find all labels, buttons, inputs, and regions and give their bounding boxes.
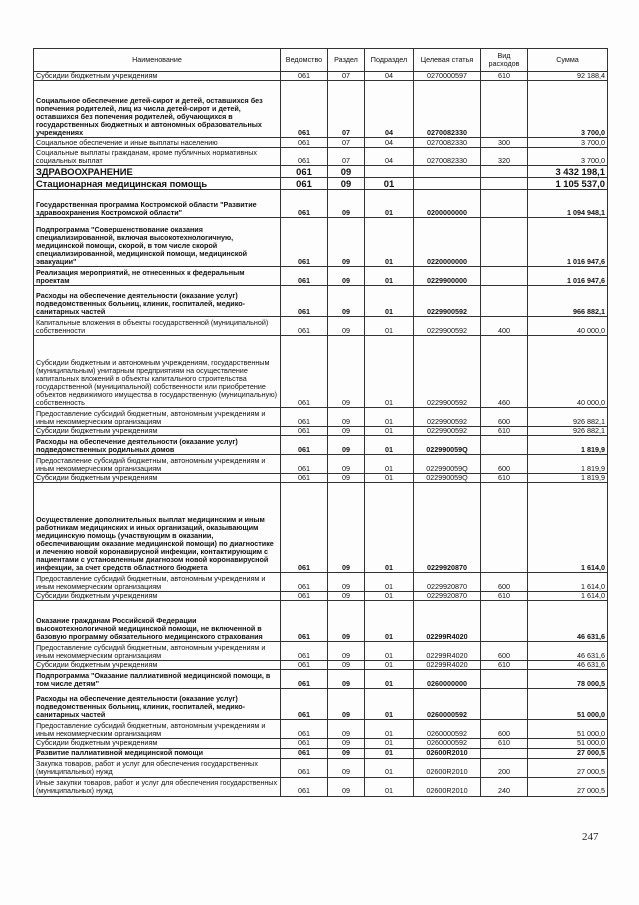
row-name: Предоставление субсидий бюджетным, автономным учреждениям и иным некоммерческим организациям (34, 455, 281, 474)
row-amount: 1 614,0 (528, 592, 608, 601)
row-subsection: 01 (365, 748, 414, 758)
table-row (34, 436, 608, 455)
table-row (34, 573, 608, 592)
row-amount: 3 432 198,1 (528, 166, 608, 178)
row-name: Стационарная медицинская помощь (34, 178, 281, 190)
table-row (34, 455, 608, 474)
row-expense-type: 600 (481, 408, 528, 427)
row-name: Предоставление субсидий бюджетным, автономным учреждениям и иным некоммерческим организациям (34, 720, 281, 739)
row-amount: 1 819,9 (528, 436, 608, 455)
row-name: Капитальные вложения в объекты государственной (муниципальной) собственности (34, 317, 281, 336)
row-section: 09 (328, 190, 365, 218)
row-name: Расходы на обеспечение деятельности (оказание услуг) подведомственных больниц, клиник, госпиталей, медико-санитарных частей (34, 286, 281, 317)
row-subsection: 04 (365, 148, 414, 166)
row-amount: 46 631,6 (528, 642, 608, 661)
row-target: 02600R2010 (414, 777, 481, 796)
header-subsection: Подраздел (365, 49, 414, 72)
row-name: Социальное обеспечение и иные выплаты населению (34, 138, 281, 148)
row-amount: 27 000,5 (528, 748, 608, 758)
header-expense-type: Вид расходов (481, 49, 528, 72)
row-target: 022990059Q (414, 455, 481, 474)
row-expense-type (481, 601, 528, 642)
row-ministry: 061 (281, 427, 328, 436)
table-row (34, 758, 608, 777)
table-row (34, 689, 608, 720)
table-row (34, 336, 608, 408)
row-subsection: 01 (365, 689, 414, 720)
row-section: 09 (328, 758, 365, 777)
row-ministry: 061 (281, 455, 328, 474)
row-target: 0229900592 (414, 427, 481, 436)
table-row (34, 81, 608, 138)
header-name: Наименование (34, 49, 281, 72)
row-amount: 40 000,0 (528, 336, 608, 408)
row-expense-type (481, 81, 528, 138)
row-expense-type (481, 267, 528, 286)
row-amount: 51 000,0 (528, 739, 608, 748)
row-expense-type (481, 748, 528, 758)
row-target (414, 178, 481, 190)
row-amount: 1 819,9 (528, 455, 608, 474)
row-subsection: 01 (365, 436, 414, 455)
table-row (34, 661, 608, 670)
row-amount: 27 000,5 (528, 758, 608, 777)
row-expense-type (481, 670, 528, 689)
row-ministry: 061 (281, 670, 328, 689)
row-target: 0270082330 (414, 138, 481, 148)
table-row (34, 408, 608, 427)
row-ministry: 061 (281, 138, 328, 148)
row-expense-type (481, 190, 528, 218)
row-amount: 92 188,4 (528, 72, 608, 81)
row-amount: 926 882,1 (528, 408, 608, 427)
row-section: 07 (328, 81, 365, 138)
row-target: 02600R2010 (414, 758, 481, 777)
row-amount: 1 819,9 (528, 474, 608, 483)
row-target: 0229900592 (414, 408, 481, 427)
row-subsection: 01 (365, 427, 414, 436)
table-row (34, 777, 608, 796)
row-section: 09 (328, 748, 365, 758)
row-ministry: 061 (281, 720, 328, 739)
table-row (34, 148, 608, 166)
row-subsection: 01 (365, 642, 414, 661)
table-row (34, 138, 608, 148)
row-amount: 1 105 537,0 (528, 178, 608, 190)
row-subsection: 01 (365, 267, 414, 286)
header-amount: Сумма (528, 49, 608, 72)
row-section: 09 (328, 661, 365, 670)
row-ministry: 061 (281, 286, 328, 317)
budget-table (33, 48, 608, 797)
row-ministry: 061 (281, 148, 328, 166)
row-expense-type: 460 (481, 336, 528, 408)
row-expense-type: 600 (481, 642, 528, 661)
row-amount: 78 000,5 (528, 670, 608, 689)
row-name: Осуществление дополнительных выплат медицинским и иным работникам медицинских и иных организаций, оказывающим медицинскую помощь (участвующим в оказании, обеспечивающим оказание медицинской помощи) по диагностике и лечению новой коронавирусной инфекции, контактирующим с пациентами с установленным диагнозом новой коронавирусной инфекции, за счет средств областного бюджета (34, 483, 281, 573)
row-amount: 1 016 947,6 (528, 267, 608, 286)
row-amount: 926 882,1 (528, 427, 608, 436)
table-header-row (34, 49, 608, 72)
row-name: Субсидии бюджетным учреждениям (34, 72, 281, 81)
row-ministry: 061 (281, 267, 328, 286)
row-amount: 3 700,0 (528, 148, 608, 166)
row-subsection: 01 (365, 601, 414, 642)
row-amount: 1 016 947,6 (528, 218, 608, 267)
row-amount: 46 631,6 (528, 601, 608, 642)
row-expense-type: 610 (481, 592, 528, 601)
row-section: 09 (328, 178, 365, 190)
table-row (34, 642, 608, 661)
table-row (34, 670, 608, 689)
table-row (34, 218, 608, 267)
header-target: Целевая статья (414, 49, 481, 72)
row-section: 09 (328, 739, 365, 748)
header-section: Раздел (328, 49, 365, 72)
row-subsection: 01 (365, 573, 414, 592)
row-name: Расходы на обеспечение деятельности (оказание услуг) подведомственных больниц, клиник, госпиталей, медико-санитарных частей (34, 689, 281, 720)
row-section: 09 (328, 670, 365, 689)
table-row (34, 720, 608, 739)
row-subsection: 01 (365, 758, 414, 777)
row-expense-type (481, 178, 528, 190)
row-name: Субсидии бюджетным учреждениям (34, 592, 281, 601)
row-subsection: 01 (365, 777, 414, 796)
table-row (34, 317, 608, 336)
page-number: 247 (582, 831, 599, 843)
row-target: 0229900592 (414, 336, 481, 408)
row-amount: 51 000,0 (528, 720, 608, 739)
table-row (34, 474, 608, 483)
row-expense-type: 300 (481, 138, 528, 148)
table-row (34, 739, 608, 748)
row-expense-type: 610 (481, 661, 528, 670)
row-section: 09 (328, 777, 365, 796)
row-expense-type: 600 (481, 455, 528, 474)
row-name: Субсидии бюджетным и автономным учреждениям, государственным (муниципальным) унитарным предприятиям на осуществление капитальных вложений в объекты капитального строительства государственной (муниципальной) собственности или приобретение объектов недвижимого имущества в государственную (муниципальную) собственность (34, 336, 281, 408)
row-amount: 40 000,0 (528, 317, 608, 336)
row-name: ЗДРАВООХРАНЕНИЕ (34, 166, 281, 178)
row-subsection: 01 (365, 592, 414, 601)
row-section: 09 (328, 267, 365, 286)
row-target: 0229900000 (414, 267, 481, 286)
row-name: Социальное обеспечение детей-сирот и детей, оставшихся без попечения родителей, лиц из числа детей-сирот и детей, оставшихся без попечения родителей, обучающихся в государственных бюджетных и автономных образовательных учреждениях (34, 81, 281, 138)
row-expense-type: 610 (481, 427, 528, 436)
row-ministry: 061 (281, 748, 328, 758)
row-target: 0229900592 (414, 317, 481, 336)
row-section: 09 (328, 436, 365, 455)
row-target: 0270000597 (414, 72, 481, 81)
row-section: 09 (328, 455, 365, 474)
row-section: 09 (328, 336, 365, 408)
row-amount: 1 094 948,1 (528, 190, 608, 218)
row-target: 0229900592 (414, 286, 481, 317)
row-name: Государственная программа Костромской области "Развитие здравоохранения Костромской области" (34, 190, 281, 218)
row-ministry: 061 (281, 218, 328, 267)
row-ministry: 061 (281, 601, 328, 642)
row-name: Развитие паллиативной медицинской помощи (34, 748, 281, 758)
row-ministry: 061 (281, 436, 328, 455)
row-section: 09 (328, 573, 365, 592)
table-row (34, 427, 608, 436)
row-section: 09 (328, 592, 365, 601)
row-section: 09 (328, 218, 365, 267)
table-row (34, 748, 608, 758)
row-section: 09 (328, 166, 365, 178)
row-section: 09 (328, 483, 365, 573)
row-target: 02299R4020 (414, 642, 481, 661)
row-section: 09 (328, 408, 365, 427)
row-ministry: 061 (281, 739, 328, 748)
row-name: Предоставление субсидий бюджетным, автономным учреждениям и иным некоммерческим организациям (34, 642, 281, 661)
row-amount: 3 700,0 (528, 81, 608, 138)
table-row (34, 592, 608, 601)
row-subsection: 04 (365, 72, 414, 81)
row-name: Подпрограмма "Совершенствование оказания специализированной, включая высокотехнологичную, медицинской помощи, скорой, в том числе скорой специализированной, медицинской помощи, медицинской эвакуации" (34, 218, 281, 267)
row-target: 0229920870 (414, 592, 481, 601)
row-subsection: 01 (365, 286, 414, 317)
row-ministry: 061 (281, 661, 328, 670)
row-name: Закупка товаров, работ и услуг для обеспечения государственных (муниципальных) нужд (34, 758, 281, 777)
row-target: 0260000592 (414, 739, 481, 748)
row-section: 07 (328, 148, 365, 166)
table-row (34, 483, 608, 573)
row-subsection: 01 (365, 455, 414, 474)
row-subsection (365, 166, 414, 178)
row-target: 0200000000 (414, 190, 481, 218)
row-target: 0260000000 (414, 670, 481, 689)
row-expense-type (481, 166, 528, 178)
row-name: Субсидии бюджетным учреждениям (34, 739, 281, 748)
row-expense-type: 600 (481, 720, 528, 739)
row-subsection: 01 (365, 720, 414, 739)
row-subsection: 04 (365, 81, 414, 138)
row-expense-type (481, 436, 528, 455)
row-target: 0229920870 (414, 573, 481, 592)
row-expense-type: 200 (481, 758, 528, 777)
row-subsection: 01 (365, 178, 414, 190)
row-name: Расходы на обеспечение деятельности (оказание услуг) подведомственных родильных домов (34, 436, 281, 455)
row-ministry: 061 (281, 758, 328, 777)
row-ministry: 061 (281, 81, 328, 138)
row-section: 07 (328, 138, 365, 148)
row-subsection: 01 (365, 474, 414, 483)
row-name: Субсидии бюджетным учреждениям (34, 661, 281, 670)
row-ministry: 061 (281, 483, 328, 573)
row-section: 09 (328, 474, 365, 483)
row-section: 09 (328, 286, 365, 317)
row-section: 09 (328, 317, 365, 336)
row-ministry: 061 (281, 592, 328, 601)
table-row (34, 72, 608, 81)
table-row (34, 601, 608, 642)
row-target: 0270082330 (414, 81, 481, 138)
row-amount: 1 614,0 (528, 573, 608, 592)
row-ministry: 061 (281, 336, 328, 408)
row-expense-type (481, 483, 528, 573)
row-subsection: 01 (365, 661, 414, 670)
row-name: Оказание гражданам Российской Федерации высокотехнологичной медицинской помощи, не включенной в базовую программу обязательного медицинского страхования (34, 601, 281, 642)
row-ministry: 061 (281, 777, 328, 796)
row-subsection: 01 (365, 317, 414, 336)
row-name: Подпрограмма "Оказание паллиативной медицинской помощи, в том числе детям" (34, 670, 281, 689)
row-section: 07 (328, 72, 365, 81)
row-section: 09 (328, 642, 365, 661)
row-subsection: 01 (365, 190, 414, 218)
row-ministry: 061 (281, 474, 328, 483)
row-amount: 1 614,0 (528, 483, 608, 573)
row-target: 0260000592 (414, 689, 481, 720)
row-ministry: 061 (281, 317, 328, 336)
row-subsection: 01 (365, 670, 414, 689)
row-expense-type (481, 689, 528, 720)
row-name: Реализация мероприятий, не отнесенных к федеральным проектам (34, 267, 281, 286)
row-ministry: 061 (281, 166, 328, 178)
table-row (34, 166, 608, 178)
row-target: 022990059Q (414, 436, 481, 455)
row-expense-type (481, 286, 528, 317)
row-expense-type: 610 (481, 72, 528, 81)
row-subsection: 01 (365, 218, 414, 267)
row-subsection: 04 (365, 138, 414, 148)
row-amount: 966 882,1 (528, 286, 608, 317)
row-target: 02299R4020 (414, 661, 481, 670)
row-expense-type (481, 218, 528, 267)
row-ministry: 061 (281, 72, 328, 81)
row-name: Субсидии бюджетным учреждениям (34, 474, 281, 483)
row-amount: 3 700,0 (528, 138, 608, 148)
row-subsection: 01 (365, 483, 414, 573)
row-target: 022990059Q (414, 474, 481, 483)
row-expense-type: 610 (481, 739, 528, 748)
row-ministry: 061 (281, 190, 328, 218)
row-target: 0220000000 (414, 218, 481, 267)
row-name: Предоставление субсидий бюджетным, автономным учреждениям и иным некоммерческим организациям (34, 408, 281, 427)
row-target: 02600R2010 (414, 748, 481, 758)
row-ministry: 061 (281, 689, 328, 720)
row-target: 0229920870 (414, 483, 481, 573)
row-expense-type: 610 (481, 474, 528, 483)
row-ministry: 061 (281, 178, 328, 190)
row-amount: 51 000,0 (528, 689, 608, 720)
row-name: Социальные выплаты гражданам, кроме публичных нормативных социальных выплат (34, 148, 281, 166)
table-row (34, 178, 608, 190)
row-expense-type: 600 (481, 573, 528, 592)
row-subsection: 01 (365, 408, 414, 427)
row-target (414, 166, 481, 178)
row-target: 02299R4020 (414, 601, 481, 642)
row-target: 0270082330 (414, 148, 481, 166)
row-section: 09 (328, 601, 365, 642)
row-subsection: 01 (365, 739, 414, 748)
row-section: 09 (328, 427, 365, 436)
row-expense-type: 400 (481, 317, 528, 336)
table-row (34, 267, 608, 286)
row-ministry: 061 (281, 642, 328, 661)
row-expense-type: 320 (481, 148, 528, 166)
row-ministry: 061 (281, 573, 328, 592)
row-name: Иные закупки товаров, работ и услуг для обеспечения государственных (муниципальных) нужд (34, 777, 281, 796)
row-target: 0260000592 (414, 720, 481, 739)
row-amount: 46 631,6 (528, 661, 608, 670)
row-name: Предоставление субсидий бюджетным, автономным учреждениям и иным некоммерческим организациям (34, 573, 281, 592)
row-name: Субсидии бюджетным учреждениям (34, 427, 281, 436)
row-subsection: 01 (365, 336, 414, 408)
header-ministry: Ведомство (281, 49, 328, 72)
row-section: 09 (328, 689, 365, 720)
table-row (34, 286, 608, 317)
row-ministry: 061 (281, 408, 328, 427)
row-section: 09 (328, 720, 365, 739)
row-expense-type: 240 (481, 777, 528, 796)
table-row (34, 190, 608, 218)
row-amount: 27 000,5 (528, 777, 608, 796)
